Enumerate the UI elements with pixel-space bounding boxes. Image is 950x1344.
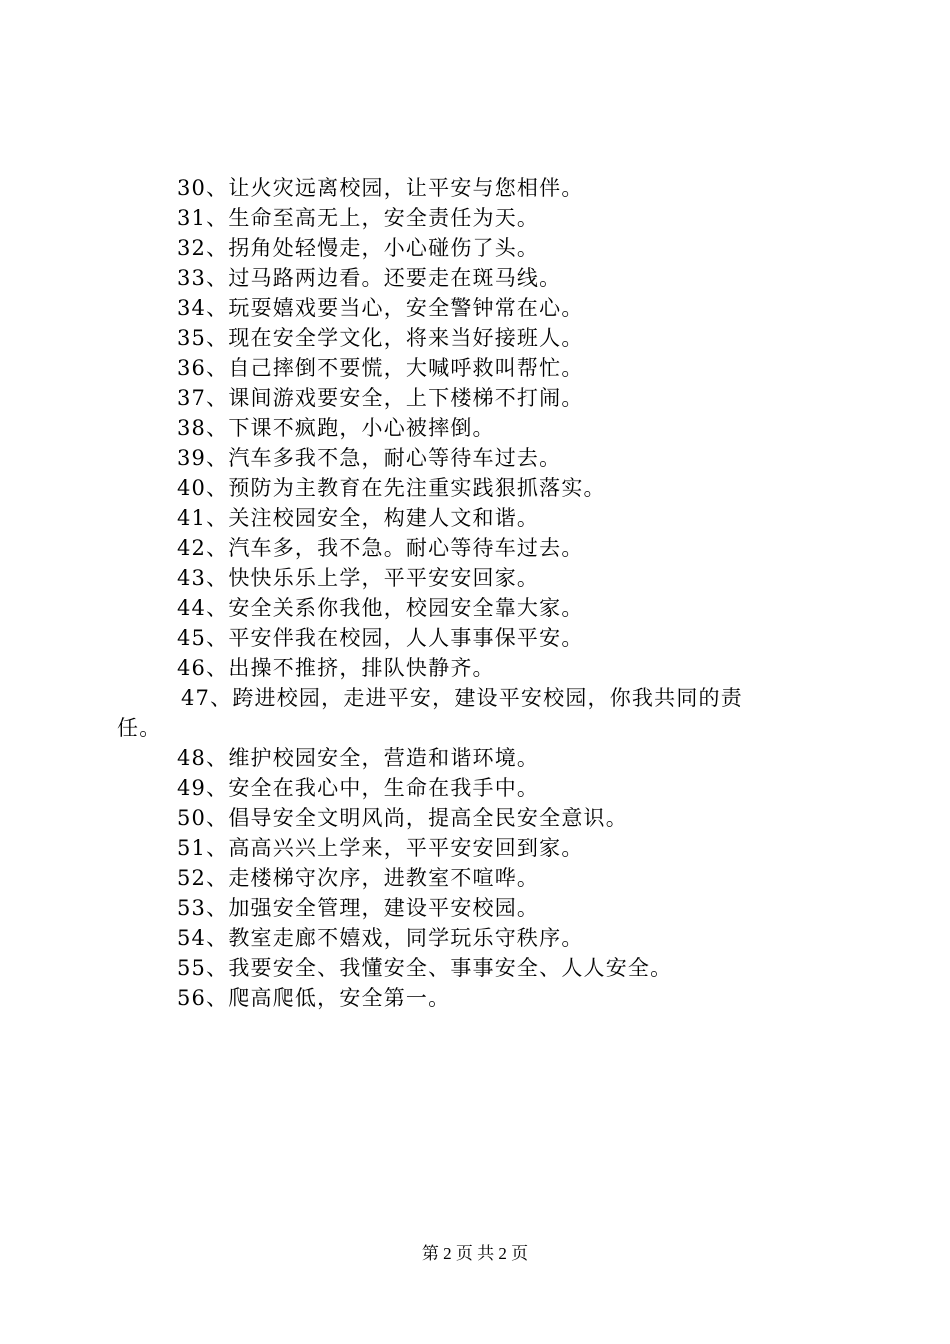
slogan-line: 39、汽车多我不急，耐心等待车过去。 xyxy=(177,446,562,470)
slogan-line: 35、现在安全学文化，将来当好接班人。 xyxy=(177,326,584,350)
slogan-line: 30、让火灾远离校园，让平安与您相伴。 xyxy=(177,176,584,200)
slogan-line: 46、出操不推挤，排队快静齐。 xyxy=(177,656,495,680)
slogan-line: 55、我要安全、我懂安全、事事安全、人人安全。 xyxy=(177,956,673,980)
slogan-line: 42、汽车多，我不急。耐心等待车过去。 xyxy=(177,536,584,560)
slogan-line: 41、关注校园安全，构建人文和谐。 xyxy=(177,506,540,530)
slogan-line: 34、玩耍嬉戏要当心，安全警钟常在心。 xyxy=(177,296,584,320)
slogan-line: 47、跨进校园，走进平安，建设平安校园，你我共同的责 xyxy=(181,686,743,710)
slogan-line: 33、过马路两边看。还要走在斑马线。 xyxy=(177,266,562,290)
slogan-line: 54、教室走廊不嬉戏，同学玩乐守秩序。 xyxy=(177,926,584,950)
page-footer: 第 2 页 共 2 页 xyxy=(421,1244,529,1263)
slogan-line: 51、高高兴兴上学来，平平安安回到家。 xyxy=(177,836,584,860)
slogan-line-continuation: 任。 xyxy=(117,716,162,740)
slogan-line: 49、安全在我心中，生命在我手中。 xyxy=(177,776,540,800)
slogan-line: 37、课间游戏要安全，上下楼梯不打闹。 xyxy=(177,386,584,410)
slogan-line: 53、加强安全管理，建设平安校园。 xyxy=(177,896,540,920)
slogan-line: 38、下课不疯跑，小心被摔倒。 xyxy=(177,416,495,440)
slogan-line: 56、爬高爬低，安全第一。 xyxy=(177,986,451,1010)
slogan-line: 31、生命至高无上，安全责任为天。 xyxy=(177,206,540,230)
slogan-line: 52、走楼梯守次序，进教室不喧哗。 xyxy=(177,866,540,890)
slogan-line: 36、自己摔倒不要慌，大喊呼救叫帮忙。 xyxy=(177,356,584,380)
slogan-line: 48、维护校园安全，营造和谐环境。 xyxy=(177,746,540,770)
slogan-line: 40、预防为主教育在先注重实践狠抓落实。 xyxy=(177,476,606,500)
slogan-line: 45、平安伴我在校园，人人事事保平安。 xyxy=(177,626,584,650)
slogan-line: 50、倡导安全文明风尚，提高全民安全意识。 xyxy=(177,806,628,830)
slogan-line: 32、拐角处轻慢走，小心碰伤了头。 xyxy=(177,236,540,260)
slogan-line: 44、安全关系你我他，校园安全靠大家。 xyxy=(177,596,584,620)
slogan-line: 43、快快乐乐上学，平平安安回家。 xyxy=(177,566,540,590)
